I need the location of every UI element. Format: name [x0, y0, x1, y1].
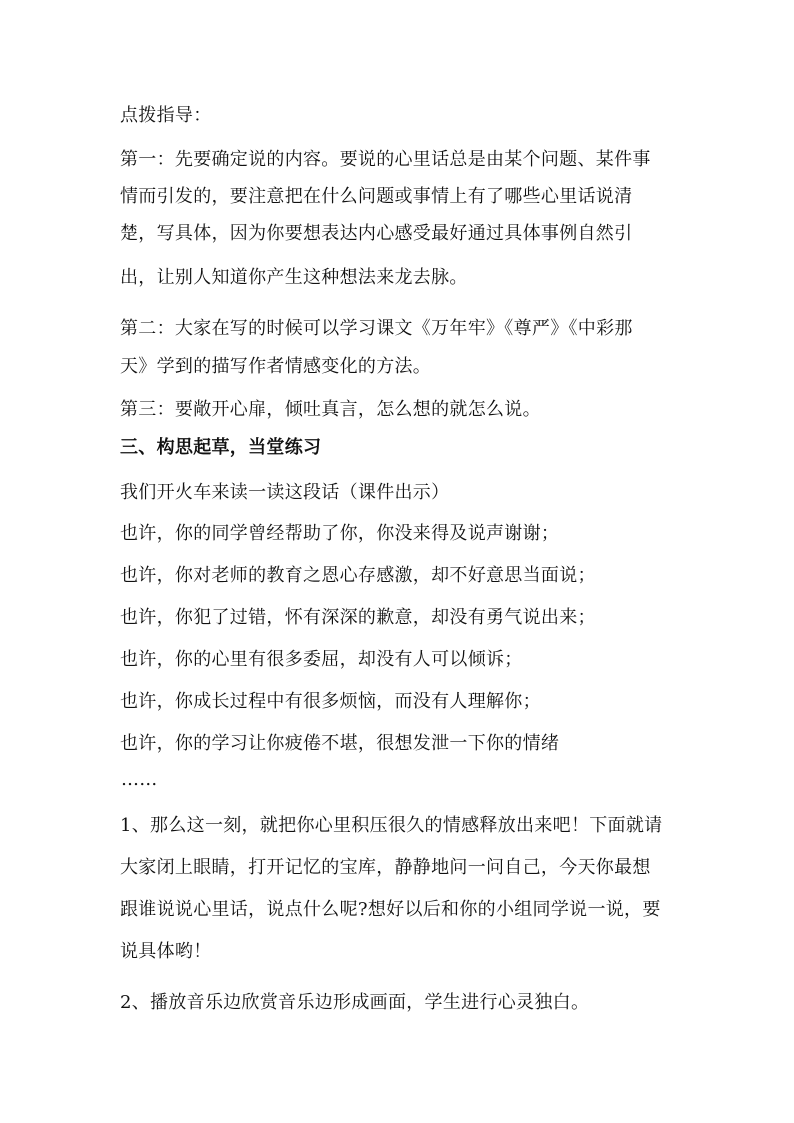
perhaps-line-4: 也许，你的心里有很多委屈，却没有人可以倾诉；	[120, 649, 523, 670]
perhaps-line-3: 也许，你犯了过错，怀有深深的歉意，却没有勇气说出来；	[120, 607, 596, 628]
perhaps-line-6: 也许，你的学习让你疲倦不堪，很想发泄一下你的情绪	[120, 733, 560, 754]
step-one-line-2: 大家闭上眼睛，打开记忆的宝库，静静地问一问自己，今天你最想	[120, 857, 651, 878]
guidance-point-three: 第三：要敞开心扉，倾吐真言，怎么想的就怎么说。	[120, 399, 541, 420]
ellipsis: ……	[121, 769, 158, 790]
guidance-point-one-line-1: 第一：先要确定说的内容。要说的心里话总是由某个问题、某件事	[120, 149, 651, 170]
step-one-line-1: 1、那么这一刻，就把你心里积压很久的情感释放出来吧！下面就请	[120, 815, 663, 836]
guidance-point-one-line-3: 楚，写具体，因为你要想表达内心感受最好通过具体事例自然引	[120, 223, 633, 244]
perhaps-line-1: 也许，你的同学曾经帮助了你，你没来得及说声谢谢；	[120, 523, 560, 544]
guidance-point-one-line-4: 出，让别人知道你产生这种想法来龙去脉。	[120, 267, 468, 288]
section-heading: 三、构思起草，当堂练习	[120, 437, 322, 458]
step-two: 2、播放音乐边欣赏音乐边形成画面，学生进行心灵独白。	[120, 992, 590, 1013]
perhaps-line-5: 也许，你成长过程中有很多烦恼，而没有人理解你；	[120, 691, 541, 712]
perhaps-line-2: 也许，你对老师的教育之恩心存感激，却不好意思当面说；	[120, 565, 596, 586]
intro-line: 我们开火车来读一读这段话（课件出示）	[120, 482, 450, 503]
guidance-point-one-line-2: 情而引发的，要注意把在什么问题或事情上有了哪些心里话说清	[120, 186, 633, 207]
guidance-point-two-line-2: 天》学到的描写作者情感变化的方法。	[120, 356, 432, 377]
step-one-line-3: 跟谁说说心里话，说点什么呢?想好以后和你的小组同学说一说，要	[120, 899, 661, 920]
step-one-line-4: 说具体哟！	[120, 941, 212, 962]
guidance-point-two-line-1: 第二：大家在写的时候可以学习课文《万年牢》《尊严》《中彩那	[120, 318, 633, 339]
guidance-heading: 点拨指导：	[120, 105, 212, 126]
